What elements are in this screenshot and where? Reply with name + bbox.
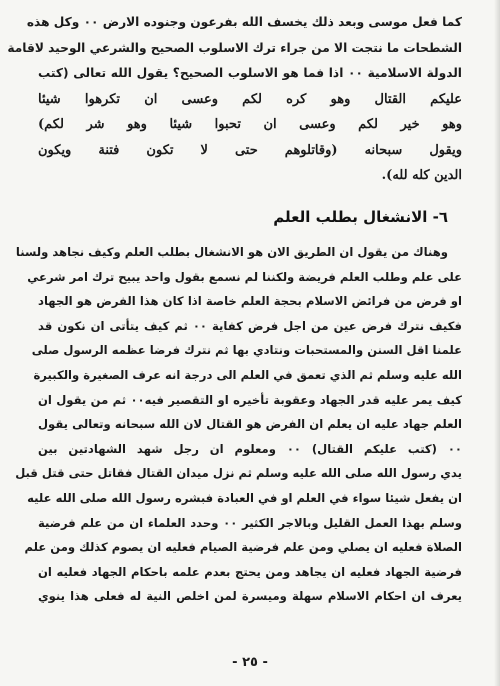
quran-verse-line: الدين كله لله). [381,168,462,183]
paragraph-line: الدولة الاسلامية ٠٠ اذا فما هو الاسلوب الصحيح؟ يقول الله تعالى (كتب [38,66,462,80]
quran-verse-line: وهو خير لكم وعسى ان تحبوا شيئا وهو شر لكم) [38,117,462,132]
paragraph-line: ٠٠ (كتب عليكم القتال) ٠٠ ومعلوم ان رجل شهد الشهادتين بين [38,441,463,456]
paragraph-line: العلم جهاد عليه ان يعلم ان الفرض هو القتال لان الله سبحانه وتعالى يقول [38,417,462,432]
paragraph-line: الصلاة فعليه ان يصلي ومن علم فرضية الصيام فعليه ان يصوم كذلك ومن علم [24,540,462,555]
quran-verse-line: ويقول سبحانه (وقاتلوهم حتى لا تكون فتنة ويكون [38,142,462,158]
paragraph-line: او فرض من فرائض الاسلام بحجة العلم خاصة اذا كان هذا الفرض هو الجهاد [38,294,462,309]
paragraph-line: فكيف نترك فرض عين من اجل فرض كفاية ٠٠ ثم كيف يتأتى ان نكون قد [38,318,462,333]
paragraph-line: يعرف ان احكام الاسلام سهلة وميسرة لمن اخلص النية له فعلى هذا ينوي [38,589,462,604]
page-number: - ٢٥ - [232,655,268,670]
paragraph-line: وهناك من يقول ان الطريق الان هو الانشغال بطلب العلم وكيف نجاهد ولسنا [15,245,448,259]
quran-verse-line: عليكم القتال وهو كره لكم وعسى ان تكرهوا شيئا [38,91,462,107]
paragraph-line: يدي رسول الله صلى الله عليه وسلم ثم نزل ميدان القتال فقاتل حتى قتل قبل [15,466,462,481]
paragraph-line: الشطحات ما نتجت الا من جراء ترك الاسلوب الصحيح والشرعي الوحيد لاقامة [7,40,462,55]
paragraph-line: كما فعل موسى وبعد ذلك يخسف الله بفرعون وجنوده الارض ٠٠ وكل هذه [26,15,462,29]
paragraph-line: وسلم بهذا العمل القليل وبالاجر الكثير ٠٠ وحدد العلماء ان من علم فرضية [38,515,462,530]
scan-edge-shadow [494,0,500,686]
main-paragraph [15,240,463,609]
paragraph-line: فرضية الجهاد فعليه ان يجاهد ومن يحتج بعدم علمه باحكام الجهاد فعليه ان [38,564,462,579]
paragraph-line: الله عليه وسلم ثم الذي تعمق في العلم الى درجة انه عرف الصغيرة والكبيرة [33,367,462,382]
section-heading: ٦- الانشغال بطلب العلم [273,208,448,226]
paragraph-line: علمنا اقل السنن والمستحبات ونتادي بها ثم نترك فرضا عظمه الرسول صلى [31,343,462,358]
paragraph-line: على علم وطلب العلم فريضة ولكننا لم نسمع بقول واحد يبيح ترك امر شرعي [27,269,462,284]
intro-paragraph [7,10,462,189]
paragraph-line: ان يفعل شيئا سواء في العلم او في العبادة فبشره رسول الله صلى الله عليه [27,490,462,505]
paragraph-line: كيف يمر عليه قدر الجهاد وعقوبة تأخيره او التقصير فيه٠٠ ثم من يقول ان [38,392,462,407]
